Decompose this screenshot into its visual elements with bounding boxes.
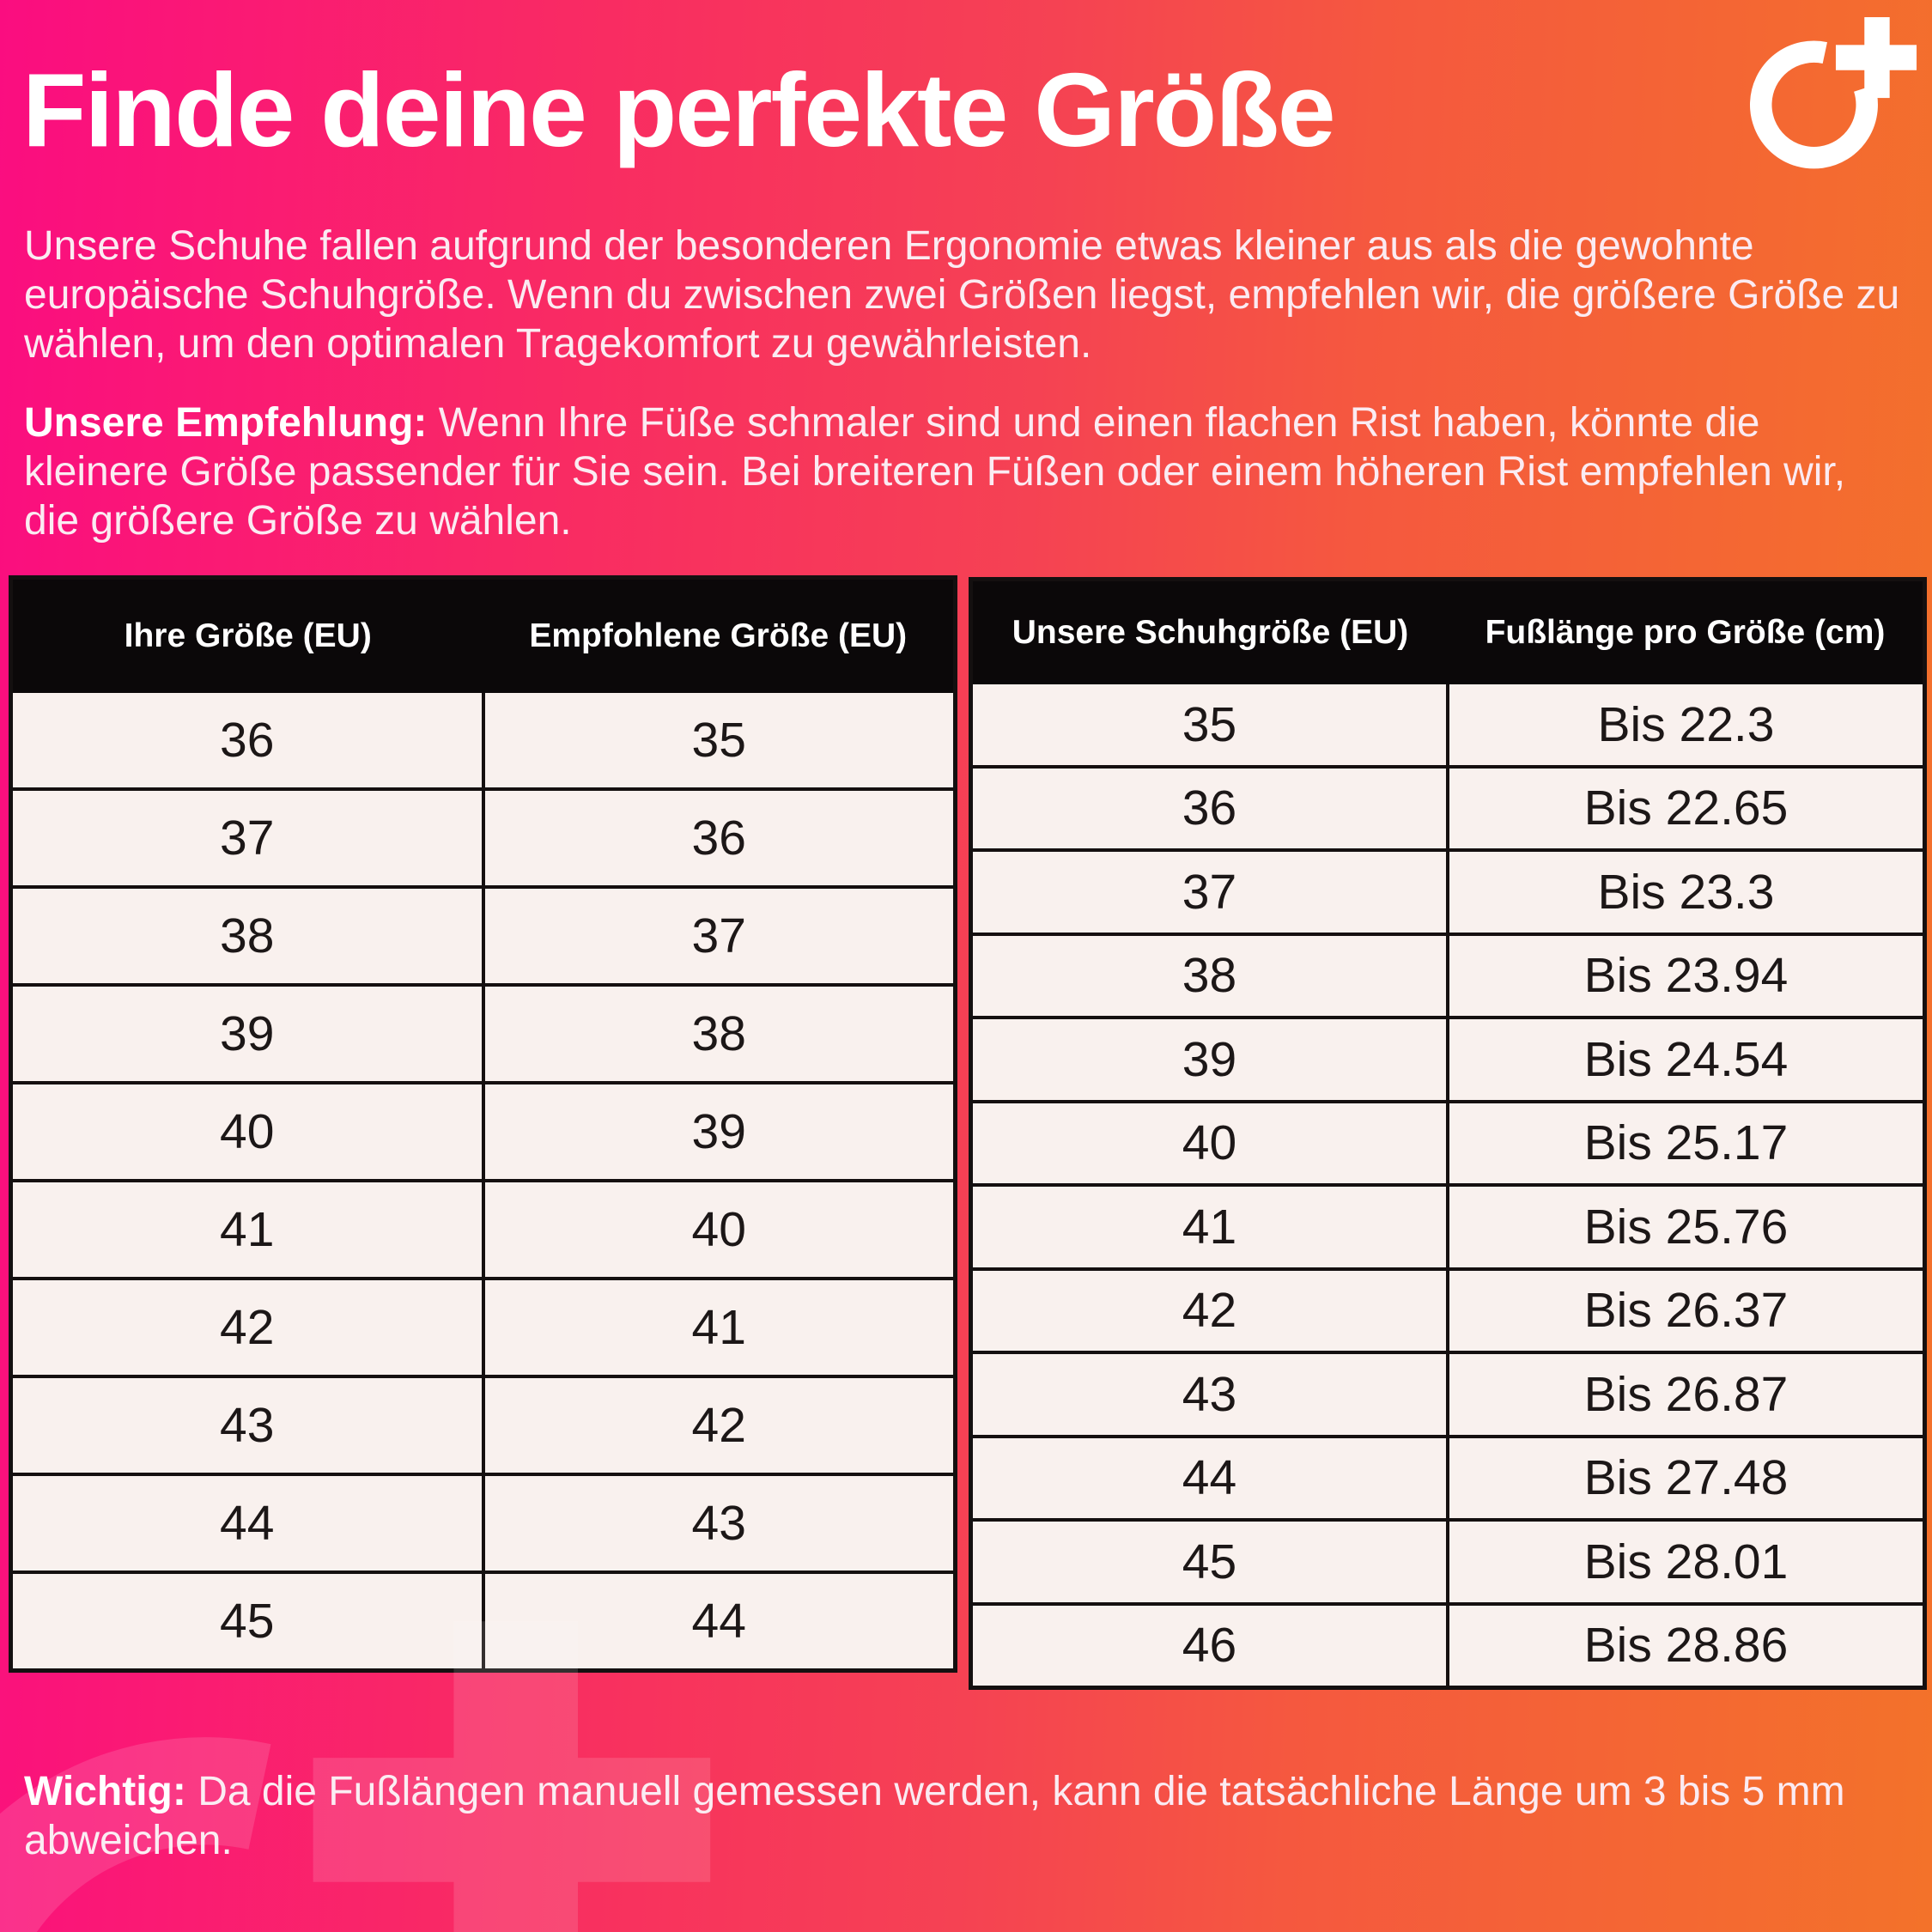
table-row xyxy=(13,787,953,885)
column-header-our-shoe-size: Unsere Schuhgröße (EU) xyxy=(1012,614,1409,651)
table-cell: 36 xyxy=(13,693,485,787)
table-cell: Bis 23.94 xyxy=(1449,936,1923,1017)
table-row xyxy=(13,1473,953,1571)
table-body xyxy=(13,693,953,1668)
table-row xyxy=(13,1571,953,1668)
important-note xyxy=(24,1767,1911,1865)
table-row xyxy=(973,933,1923,1017)
table-cell: Bis 24.54 xyxy=(1449,1019,1923,1100)
table-row xyxy=(973,684,1923,765)
table-cell: 42 xyxy=(13,1280,485,1375)
table-row xyxy=(13,1277,953,1375)
table-cell: 45 xyxy=(13,1574,485,1668)
table-cell: 38 xyxy=(13,889,485,983)
table-cell: 40 xyxy=(973,1103,1449,1184)
table-cell: Bis 26.87 xyxy=(1449,1354,1923,1435)
table-cell: 43 xyxy=(973,1354,1449,1435)
table-header-row xyxy=(13,580,953,693)
table-cell: 37 xyxy=(973,852,1449,933)
table-cell: 36 xyxy=(973,769,1449,849)
table-row xyxy=(13,1081,953,1179)
column-header-foot-length: Fußlänge pro Größe (cm) xyxy=(1485,614,1886,651)
table-row xyxy=(13,693,953,787)
table-cell: 39 xyxy=(973,1019,1449,1100)
table-cell: 38 xyxy=(485,987,954,1081)
recommendation-body: Wenn Ihre Füße schmaler sind und einen flachen Rist haben, könnte die kleinere Größe passender für Sie sein. Bei breiteren Füßen oder einem höheren Rist empfehlen wir, die größere Größe zu wählen. xyxy=(24,400,1846,544)
table-body xyxy=(973,684,1923,1686)
table-row xyxy=(973,1267,1923,1352)
table-row xyxy=(13,885,953,983)
brand-circle-plus-icon xyxy=(1741,17,1927,185)
intro-text: Unsere Schuhe fallen aufgrund der besonderen Ergonomie etwas kleiner aus als die gewohnte europäische Schuhgröße. Wenn du zwischen zwei Größen liegst, empfehlen wir, die größere Größe zu wählen, um den optimalen Tragekomfort zu gewährleisten. xyxy=(24,223,1900,367)
table-cell: 40 xyxy=(13,1084,485,1179)
table-cell: 44 xyxy=(973,1438,1449,1519)
important-note-label: Wichtig: xyxy=(24,1769,186,1814)
table-row xyxy=(973,1183,1923,1267)
table-cell: 40 xyxy=(485,1182,954,1277)
column-header-recommended-size: Empfohlene Größe (EU) xyxy=(529,617,908,654)
table-cell: 36 xyxy=(485,791,954,885)
table-cell: 41 xyxy=(973,1187,1449,1267)
foot-length-table xyxy=(969,577,1927,1690)
table-cell: 42 xyxy=(973,1271,1449,1352)
column-header-your-size: Ihre Größe (EU) xyxy=(124,617,372,654)
table-row xyxy=(973,1100,1923,1184)
recommendation-text xyxy=(24,398,1911,545)
table-cell: 35 xyxy=(485,693,954,787)
table-row xyxy=(973,1602,1923,1686)
table-cell: 37 xyxy=(485,889,954,983)
table-cell: 46 xyxy=(973,1606,1449,1686)
table-cell: Bis 25.76 xyxy=(1449,1187,1923,1267)
table-cell: 41 xyxy=(13,1182,485,1277)
table-cell: Bis 23.3 xyxy=(1449,852,1923,933)
table-cell: Bis 25.17 xyxy=(1449,1103,1923,1184)
table-cell: 42 xyxy=(485,1378,954,1473)
page-title: Finde deine perfekte Größe xyxy=(22,52,1334,168)
recommendation-label: Unsere Empfehlung: xyxy=(24,400,428,446)
table-cell: 35 xyxy=(973,684,1449,765)
table-row xyxy=(973,1518,1923,1602)
table-header-row xyxy=(973,581,1923,684)
table-row xyxy=(973,848,1923,933)
table-cell: 38 xyxy=(973,936,1449,1017)
table-cell: 37 xyxy=(13,791,485,885)
table-cell: Bis 22.3 xyxy=(1449,684,1923,765)
table-cell: 43 xyxy=(13,1378,485,1473)
table-row xyxy=(973,1435,1923,1519)
table-cell: 45 xyxy=(973,1522,1449,1602)
table-cell: Bis 28.01 xyxy=(1449,1522,1923,1602)
table-cell: Bis 22.65 xyxy=(1449,769,1923,849)
table-cell: 44 xyxy=(13,1476,485,1571)
table-row xyxy=(973,1351,1923,1435)
table-cell: Bis 27.48 xyxy=(1449,1438,1923,1519)
table-cell: Bis 28.86 xyxy=(1449,1606,1923,1686)
table-cell: 39 xyxy=(485,1084,954,1179)
important-note-body: Da die Fußlängen manuell gemessen werden, kann die tatsächliche Länge um 3 bis 5 mm abweichen. xyxy=(24,1769,1845,1863)
table-row xyxy=(13,1179,953,1277)
table-row xyxy=(973,1016,1923,1100)
table-cell: Bis 26.37 xyxy=(1449,1271,1923,1352)
table-cell: 43 xyxy=(485,1476,954,1571)
table-row xyxy=(13,983,953,1081)
table-cell: 41 xyxy=(485,1280,954,1375)
size-conversion-table xyxy=(9,575,957,1673)
table-row xyxy=(13,1375,953,1473)
table-row xyxy=(973,765,1923,849)
table-cell: 39 xyxy=(13,987,485,1081)
table-cell: 44 xyxy=(485,1574,954,1668)
